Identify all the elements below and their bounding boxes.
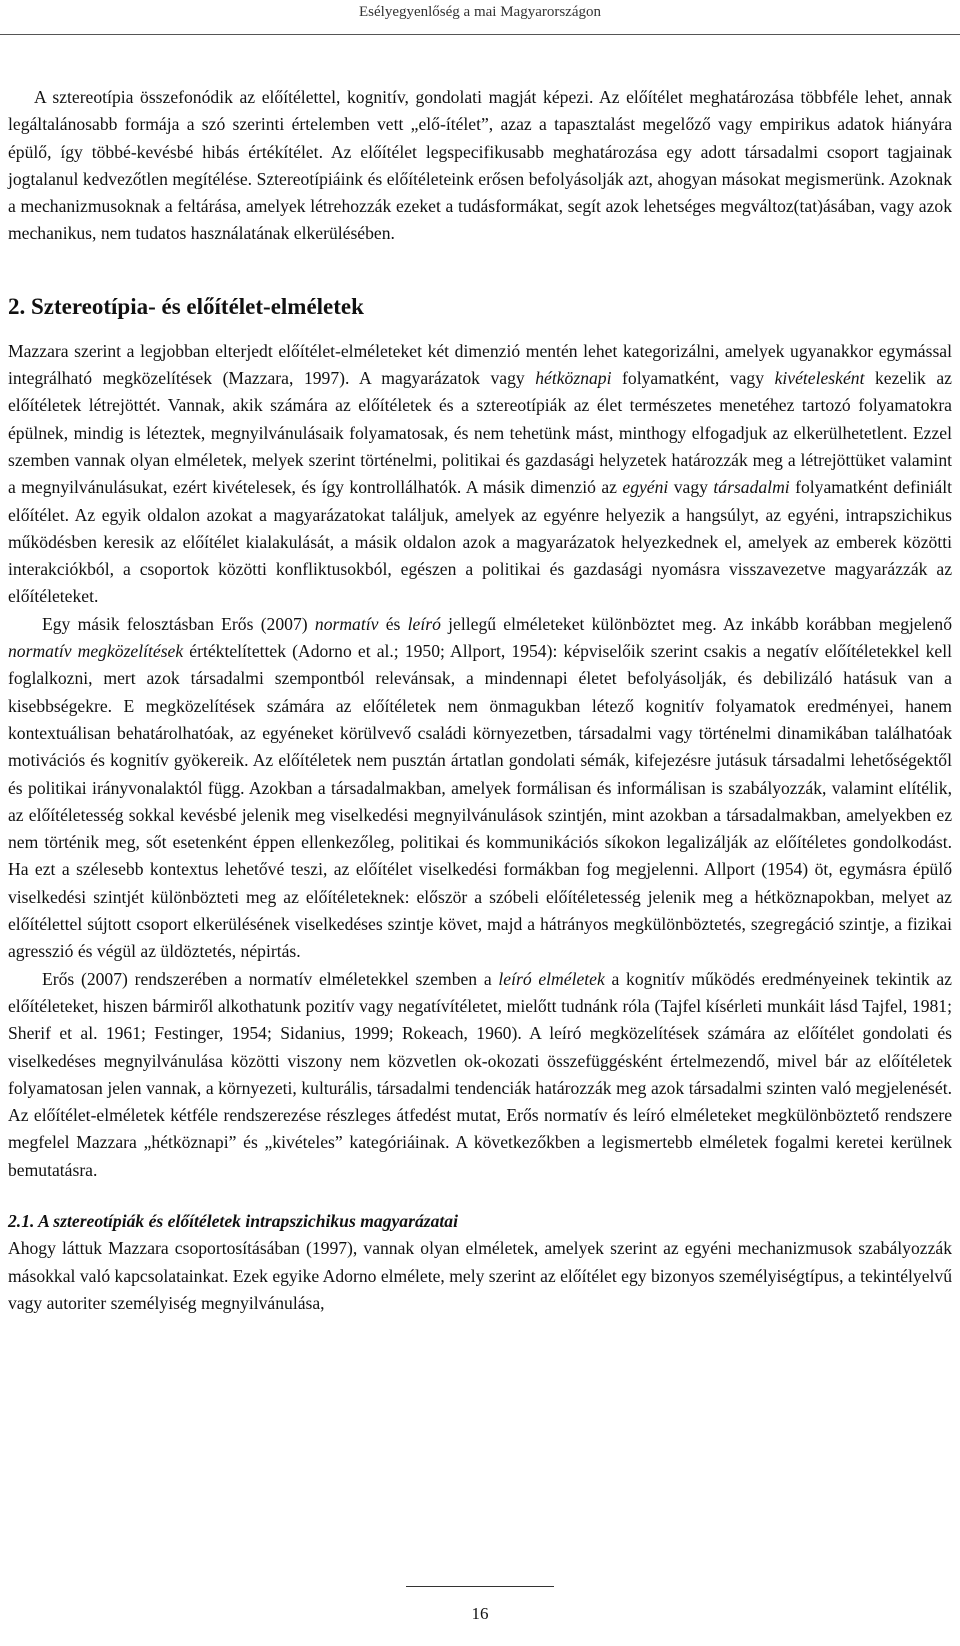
page-body (8, 84, 952, 1317)
section-heading: 2. Sztereotípia- és előítélet-elméletek (8, 293, 364, 319)
text-run: vagy (668, 477, 714, 498)
text-run: folyamatként definiált előítélet. Az egyik oldalon azokat a magyarázatokat találjuk, amelyek az egyénre helyezik a hangsúlyt, az egyéni, intrapszichikus működésben keresik az előítélet kialakulását, a másik oldalon azok a magyarázatok helyezkednek el, amelyek az emberek közötti interakciókból, a csoportok közötti konfliktusokból, egészen a politikai és gazdasági nyomásra visszavezetve magyarázzák az előítéleteket. (8, 477, 953, 607)
text-run: Mazzara szerint a legjobban elterjedt előítélet-elméleteket két dimenzió mentén lehet kategorizálni, amelyek ugyanakkor egymással integrálható megközelítések (Mazzara, 1997). A magyarázatok vagy (8, 340, 952, 389)
text-run: értéktelítettek (Adorno et al.; 1950; Allport, 1954): képviselőik szerint csakis a negatív előítéletekkel kell foglalkozni, mert azok társadalmi szempontból relevánsak, a mindennapi életet befolyásolják, és debilizáló hatásuk van a kisebbségekre. E megközelítések számára az előítéletek nem önmagukban létező kognitív folyamatok eredményei, hanem kontextuálisan behatárolhatóak, az egyéneket körülvevő családi környezetben, társadalmi vagy történelmi dinamikában találhatóak motivációs és kognitív gyökereik. Az előítéletek nem pusztán ártatlan gondolati sémák, kifejezésre jutásuk társadalmi lehetőségektől és politikai irányvonalaktól függ. Azokban a társadalmakban, amelyek formálisan és informálisan is szabályozzák, valamint elítélik, az előítéletesség sokkal kevésbé jelenik meg viselkedési megnyilvánulások szintjén, mint azokban a társadalmakban, amelyekben ez nem történik meg, sőt esetenként éppen ellenkezőleg, politikai és kommunikációs síkokon legalizálják az előítéletes gondolkodást. Ha ezt a szélesebb kontextus lehetővé teszi, az előítélet viselkedési formákban fog megjelenni. Allport (1954) öt, egymásra épülő viselkedési szintjét különbözteti meg az előítéleteknek: először a szóbeli előítéletesség jelenik meg a hétköznapokban, melyet az előítélettel sújtott csoport elkerülésének viselkedéses szintje követ, majd a hátrányos megkülönböztetés, szegregáció szintje, a fizikai agresszió és végül az üldöztetés, népirtás. (8, 641, 952, 962)
text-run: Egy másik felosztásban Erős (2007) (42, 613, 315, 634)
text-run: jellegű elméleteket különböztet meg. Az inkább korábban megjelenő (440, 613, 952, 634)
page-number: 16 (471, 1604, 489, 1623)
emphasis-normativ: normatív (314, 613, 379, 634)
text-run: a kognitív működés eredményeinek tekintik az előítéleteket, hiszen bármiről alkothatunk pozitív vagy negatívítéletet, mielőtt tudnánk róla (Tajfel kísérleti munkáit lásd Tajfel, 1981; Sherif et al. 1961; Festinger, 1954; Sidanius, 1999; Rokeach, 1960). A leíró megközelítések számára az előítélet gondolati és viselkedéses megnyilvánulása közötti viszony nem közvetlen ok-okozati összefüggésként értelmezendő, mivel bár az előítéletek folyamatosan jelen vannak, a környezeti, kulturális, társadalmi tendenciák határozzák meg azok társadalmi szinten való megjelenését. Az előítélet-elméletek kétféle rendszerezése részleges átfedést mutat, Erős normatív és leíró elméleteket megkülönböztető rendszere megfelel Mazzara „hétköznapi” és „kivételes” kategóriáinak. A következőkben a legismertebb elméletek fogalmi keretei kerülnek bemutatásra. (8, 968, 952, 1180)
section-paragraph-3 (8, 966, 952, 1184)
text-run: és (378, 613, 408, 634)
subsection-paragraph: Ahogy láttuk Mazzara csoportosításában (1997), vannak olyan elméletek, amelyek szerint az egyéni mechanizmusok szabályozzák másokkal való kapcsolatainkat. Ezek egyike Adorno elmélete, mely szerint az előítélet egy bizonyos személyiségtípus, a tekintélyelvű vagy autoriter személyiség megnyilvánulása, (8, 1238, 952, 1313)
footer-rule (406, 1586, 554, 1587)
section-paragraph-1 (8, 338, 952, 611)
emphasis-normativ-megkozelitesek: normatív megközelítések (8, 641, 184, 662)
running-header: Esélyegyenlőség a mai Magyarországon (359, 4, 601, 20)
emphasis-leiro: leíró (407, 613, 441, 634)
text-run: folyamatként, vagy (611, 368, 775, 389)
emphasis-leiro-elmeletek: leíró elméletek (498, 968, 605, 989)
intro-paragraph: A sztereotípia összefonódik az előítélettel, kognitív, gondolati magját képezi. Az előítélet meghatározása többféle lehet, annak legáltalánosabb formája a szó szerinti értelemben vett „elő-ítélet”, azaz a tapasztalást megelőző vagy empirikus adatok hiányára épülő, így többé-kevésbé hibás értékítélet. Az előítélet legspecifikusabb meghatározása egy adott társadalmi csoport tagjainak jogtalanul kedvezőtlen megítélése. Sztereotípiáink és előítéleteink erősen befolyásolják azt, ahogyan másokat megismerünk. Azoknak a mechanizmusoknak a feltárása, amelyek létrehozzák ezeket a tudásformákat, segít azok lehetséges megváltoz(tat)ásában, vagy azok mechanikus, nem tudatos használatának elkerülésében. (8, 87, 952, 244)
emphasis-tarsadalmi: társadalmi (713, 477, 790, 498)
emphasis-hetkoznapi: hétköznapi (535, 368, 612, 389)
header-rule (0, 34, 960, 35)
subsection-heading: 2.1. A sztereotípiák és előítéletek intrapszichikus magyarázatai (8, 1210, 458, 1231)
emphasis-egyeni: egyéni (622, 477, 669, 498)
text-run: Erős (2007) rendszerében a normatív elméletekkel szemben a (42, 968, 499, 989)
section-paragraph-2 (8, 611, 952, 966)
text-run: kezelik az előítéletek létrejöttét. Vannak, akik számára az előítéletek és a sztereotípiák az élet természetes menetéhez tartozó folyamatokra épülnek, mindig is léteztek, megnyilvánulásaik folyamatosak, és nem tehetünk mást, minthogy elfogadjuk az elkerülhetetlent. Ezzel szemben vannak olyan elméletek, melyek szerint történelmi, politikai és gazdasági helyzetek határozzák meg a létrejöttüket valamint a megnyilvánulásukat, ezért kivételesek, és így kontrollálhatók. A másik dimenzió az (8, 368, 952, 498)
emphasis-kivetelesként: kivételesként (774, 368, 865, 389)
